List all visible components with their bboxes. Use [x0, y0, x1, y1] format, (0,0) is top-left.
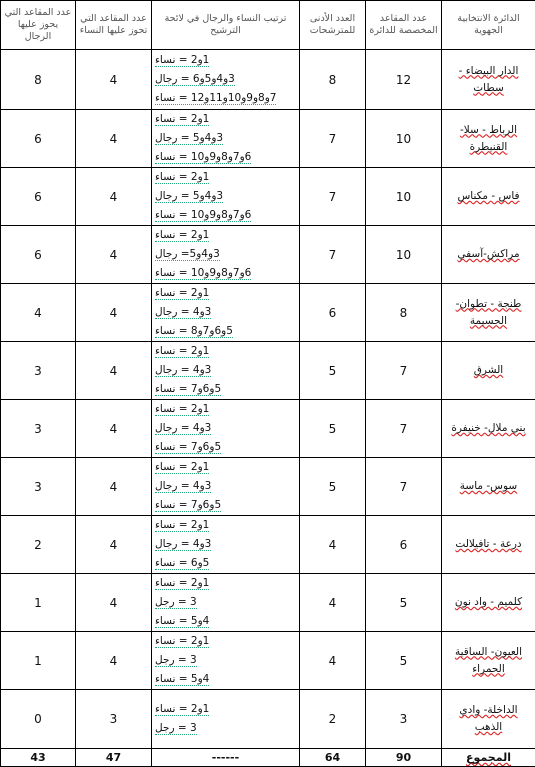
ordering-text: 6و7و8و9و10 = نساء: [155, 151, 251, 164]
men-seats-cell: 1: [1, 632, 76, 690]
table-row: [1, 50, 535, 110]
ordering-line: [155, 535, 296, 554]
min-women-cell: 4: [300, 632, 366, 690]
header-ordering: ترتيب النساء والرجال في لائحة الترشيح: [152, 1, 300, 50]
table-row: [1, 226, 535, 284]
ordering-line: [155, 554, 296, 573]
ordering-cell: [152, 342, 300, 400]
district-cell: [442, 342, 535, 400]
ordering-line: [155, 129, 296, 148]
ordering-text: 1و2 = نساء: [155, 287, 209, 300]
ordering-text: 3 = رجل: [155, 596, 197, 609]
district-seats-cell: 12: [366, 50, 442, 110]
district-seats-cell: 10: [366, 226, 442, 284]
total-women: 47: [76, 749, 152, 767]
ordering-line: [155, 632, 296, 651]
ordering-text: 1و2 = نساء: [155, 519, 209, 532]
ordering-text: 1و2 = نساء: [155, 461, 209, 474]
header-district-seats: عدد المقاعد المخصصة للدائرة: [366, 1, 442, 50]
min-women-cell: 5: [300, 400, 366, 458]
ordering-line: [155, 342, 296, 361]
ordering-text: 3 = رجل: [155, 722, 197, 735]
ordering-line: [155, 361, 296, 380]
district-seats-cell: 6: [366, 516, 442, 574]
ordering-line: [155, 574, 296, 593]
district-name: كلميم - واد نون: [455, 596, 522, 608]
district-name: طنجة - تطوان- الحسيمة: [456, 298, 522, 327]
ordering-line: [155, 206, 296, 225]
table-row: [1, 516, 535, 574]
table-row: [1, 690, 535, 749]
women-seats-cell: 4: [76, 400, 152, 458]
table-row: [1, 110, 535, 168]
header-min-women: العدد الأدنى للمترشحات: [300, 1, 366, 50]
min-women-cell: 7: [300, 110, 366, 168]
ordering-line: [155, 419, 296, 438]
ordering-text: 3و4 = رجال: [155, 480, 211, 493]
ordering-text: 3 = رجل: [155, 654, 197, 667]
ordering-text: 1و2 = نساء: [155, 403, 209, 416]
header-men-seats: عدد المقاعد التي يحوز عليها الرجال: [1, 1, 76, 50]
men-seats-cell: 3: [1, 400, 76, 458]
women-seats-cell: 4: [76, 516, 152, 574]
district-name: الداخلة- وادي الذهب: [459, 704, 517, 733]
ordering-text: 6و7و8و9و10 = نساء: [155, 209, 251, 222]
header-district: الدائرة الانتخابية الجهوية: [442, 1, 535, 50]
ordering-line: [155, 496, 296, 515]
district-cell: [442, 50, 535, 110]
ordering-cell: [152, 226, 300, 284]
district-seats-cell: 5: [366, 574, 442, 632]
ordering-line: [155, 70, 296, 89]
ordering-text: 5و6 = نساء: [155, 557, 209, 570]
ordering-text: 3و4 = رجال: [155, 538, 211, 551]
ordering-line: [155, 516, 296, 535]
ordering-line: [155, 168, 296, 187]
min-women-cell: 8: [300, 50, 366, 110]
women-seats-cell: 4: [76, 342, 152, 400]
district-cell: [442, 690, 535, 749]
table-row: [1, 400, 535, 458]
ordering-text: 3و4و5 = رجال: [155, 132, 223, 145]
ordering-cell: [152, 632, 300, 690]
total-men: 43: [1, 749, 76, 767]
ordering-text: 3و4و5 = رجال: [155, 190, 223, 203]
min-women-cell: 2: [300, 690, 366, 749]
ordering-text: 3و4و5و6 = رجال: [155, 73, 235, 86]
ordering-text: 1و2 = نساء: [155, 703, 209, 716]
ordering-cell: [152, 284, 300, 342]
ordering-line: [155, 89, 296, 108]
women-seats-cell: 4: [76, 226, 152, 284]
district-name: الرباط - سلا- القنيطرة: [460, 124, 517, 153]
ordering-text: 1و2 = نساء: [155, 229, 209, 242]
total-label-text: المجموع: [466, 751, 511, 764]
men-seats-cell: 3: [1, 458, 76, 516]
district-name: الدار البيضاء - سطات: [459, 65, 519, 94]
district-cell: [442, 284, 535, 342]
women-seats-cell: 4: [76, 168, 152, 226]
totals-row: [1, 749, 535, 767]
ordering-text: 1و2 = نساء: [155, 113, 209, 126]
district-seats-cell: 7: [366, 458, 442, 516]
ordering-text: 5و6و7و8 = نساء: [155, 325, 233, 338]
men-seats-cell: 4: [1, 284, 76, 342]
men-seats-cell: 2: [1, 516, 76, 574]
men-seats-cell: 3: [1, 342, 76, 400]
district-cell: [442, 110, 535, 168]
table-row: [1, 632, 535, 690]
district-cell: [442, 168, 535, 226]
district-cell: [442, 574, 535, 632]
ordering-line: [155, 187, 296, 206]
table-row: [1, 574, 535, 632]
table-row: [1, 458, 535, 516]
women-seats-cell: 4: [76, 574, 152, 632]
men-seats-cell: 0: [1, 690, 76, 749]
ordering-text: 1و2 = نساء: [155, 577, 209, 590]
ordering-line: [155, 148, 296, 167]
district-cell: [442, 632, 535, 690]
table-row: [1, 342, 535, 400]
ordering-line: [155, 651, 296, 670]
min-women-cell: 4: [300, 574, 366, 632]
district-seats-cell: 5: [366, 632, 442, 690]
ordering-line: [155, 51, 296, 70]
min-women-cell: 4: [300, 516, 366, 574]
min-women-cell: 7: [300, 168, 366, 226]
ordering-text: 1و2 = نساء: [155, 171, 209, 184]
ordering-text: 1و2 = نساء: [155, 345, 209, 358]
district-cell: [442, 400, 535, 458]
district-seats-cell: 7: [366, 342, 442, 400]
ordering-text: 4و5 = نساء: [155, 615, 209, 628]
ordering-text: 3و4 = رجال: [155, 422, 211, 435]
ordering-cell: [152, 458, 300, 516]
ordering-cell: [152, 516, 300, 574]
ordering-line: [155, 303, 296, 322]
ordering-line: [155, 322, 296, 341]
ordering-cell: [152, 574, 300, 632]
ordering-text: 7و8و9و10و11و12 = نساء: [155, 92, 276, 105]
ordering-cell: [152, 168, 300, 226]
min-women-cell: 5: [300, 458, 366, 516]
ordering-text: 1و2 = نساء: [155, 54, 209, 67]
ordering-text: 3و4و5= رجال: [155, 248, 220, 261]
ordering-line: [155, 612, 296, 631]
ordering-text: 6و7و8و9و10 = نساء: [155, 267, 251, 280]
total-ordering: ------: [152, 749, 300, 767]
district-cell: [442, 226, 535, 284]
ordering-line: [155, 670, 296, 689]
ordering-text: 3و4 = رجال: [155, 364, 211, 377]
district-seats-cell: 7: [366, 400, 442, 458]
total-label: [442, 749, 535, 767]
ordering-text: 3و4 = رجال: [155, 306, 211, 319]
ordering-line: [155, 593, 296, 612]
ordering-cell: [152, 400, 300, 458]
women-seats-cell: 4: [76, 284, 152, 342]
ordering-line: [155, 700, 296, 719]
men-seats-cell: 6: [1, 168, 76, 226]
ordering-text: 5و6و7 = نساء: [155, 383, 221, 396]
district-seats-cell: 8: [366, 284, 442, 342]
ordering-text: 1و2 = نساء: [155, 635, 209, 648]
total-seats: 90: [366, 749, 442, 767]
men-seats-cell: 1: [1, 574, 76, 632]
women-seats-cell: 3: [76, 690, 152, 749]
ordering-cell: [152, 50, 300, 110]
min-women-cell: 5: [300, 342, 366, 400]
men-seats-cell: 6: [1, 110, 76, 168]
ordering-cell: [152, 110, 300, 168]
ordering-line: [155, 380, 296, 399]
ordering-line: [155, 264, 296, 283]
district-name: درعة - تافيلالت: [455, 538, 521, 550]
women-seats-cell: 4: [76, 50, 152, 110]
women-seats-cell: 4: [76, 632, 152, 690]
district-name: مراكش-آسفي: [457, 248, 519, 260]
ordering-line: [155, 284, 296, 303]
district-seats-cell: 10: [366, 110, 442, 168]
ordering-text: 5و6و7 = نساء: [155, 441, 221, 454]
ordering-line: [155, 226, 296, 245]
ordering-cell: [152, 690, 300, 749]
total-min-women: 64: [300, 749, 366, 767]
district-seats-cell: 10: [366, 168, 442, 226]
ordering-line: [155, 458, 296, 477]
ordering-line: [155, 245, 296, 264]
district-cell: [442, 516, 535, 574]
women-seats-cell: 4: [76, 458, 152, 516]
district-name: سوس- ماسة: [460, 480, 517, 492]
ordering-line: [155, 719, 296, 738]
district-name: بني ملال- خنيفرة: [451, 422, 525, 434]
district-name: العيون- الساقية الحمراء: [455, 646, 522, 675]
men-seats-cell: 8: [1, 50, 76, 110]
ordering-line: [155, 400, 296, 419]
district-seats-cell: 3: [366, 690, 442, 749]
ordering-line: [155, 438, 296, 457]
header-women-seats: عدد المقاعد التي تحوز عليها النساء: [76, 1, 152, 50]
men-seats-cell: 6: [1, 226, 76, 284]
women-seats-cell: 4: [76, 110, 152, 168]
min-women-cell: 6: [300, 284, 366, 342]
district-name: فاس - مكناس: [457, 190, 519, 202]
ordering-line: [155, 110, 296, 129]
table-row: [1, 168, 535, 226]
table-row: [1, 284, 535, 342]
header-row: [1, 1, 535, 50]
district-cell: [442, 458, 535, 516]
ordering-line: [155, 477, 296, 496]
min-women-cell: 7: [300, 226, 366, 284]
district-name: الشرق: [474, 364, 503, 376]
ordering-text: 5و6و7 = نساء: [155, 499, 221, 512]
ordering-text: 4و5 = نساء: [155, 673, 209, 686]
